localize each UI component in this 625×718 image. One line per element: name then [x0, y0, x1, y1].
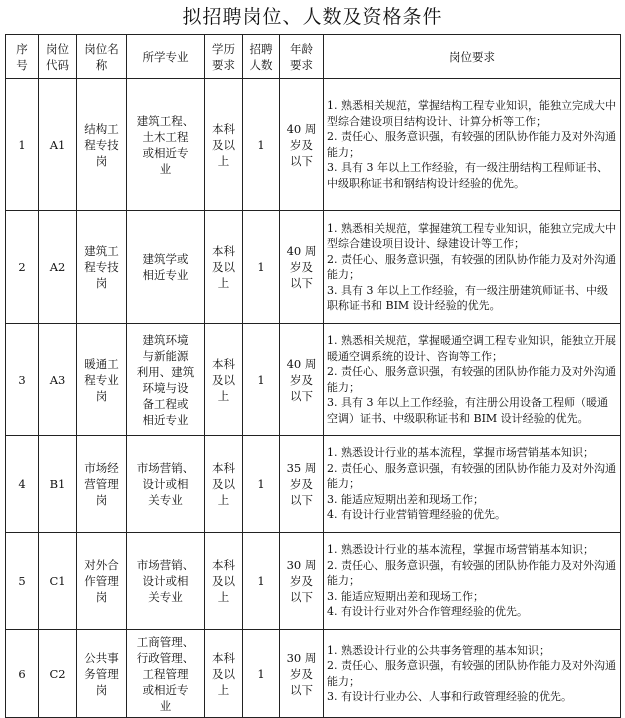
- cell-count: 1: [243, 211, 280, 324]
- cell-code: A2: [39, 211, 77, 324]
- table-row: [6, 533, 621, 630]
- cell-code: B1: [39, 436, 77, 533]
- cell-age: 40 周 岁及 以下: [280, 79, 324, 211]
- cell-age: 40 周 岁及 以下: [280, 211, 324, 324]
- table-row: [6, 79, 621, 211]
- cell-major: 市场营销、 设计或相 关专业: [127, 533, 205, 630]
- cell-count: 1: [243, 630, 280, 718]
- cell-major: 建筑环境 与新能源 利用、建筑 环境与设 备工程或 相近专业: [127, 324, 205, 436]
- header-cell: 岗位要求: [324, 35, 621, 79]
- cell-edu: 本科 及以 上: [205, 436, 243, 533]
- table-row: [6, 324, 621, 436]
- cell-age: 30 周 岁及 以下: [280, 533, 324, 630]
- cell-major: 建筑工程、 土木工程 或相近专 业: [127, 79, 205, 211]
- cell-count: 1: [243, 324, 280, 436]
- cell-name: 暖通工 程专业 岗: [77, 324, 127, 436]
- cell-code: C2: [39, 630, 77, 718]
- cell-name: 公共事 务管理 岗: [77, 630, 127, 718]
- cell-requirements: 1. 熟悉相关规范，掌握暖通空调工程专业知识，能独立开展暖通空调系统的设计、咨询等工作； 2. 责任心、服务意识强，有较强的团队协作能力及对外沟通能力； 3. 具有 3 年以上工作经验，有注册公用设备工程师（暖通空调）证书、中级职称证书和 BIM 设计经验的优先。: [324, 324, 621, 436]
- table-row: [6, 436, 621, 533]
- cell-code: A1: [39, 79, 77, 211]
- cell-major: 市场营销、 设计或相 关专业: [127, 436, 205, 533]
- cell-requirements: 1. 熟悉设计行业的基本流程，掌握市场营销基本知识； 2. 责任心、服务意识强，有较强的团队协作能力及对外沟通能力； 3. 能适应短期出差和现场工作； 4. 有设计行业营销管理经验的优先。: [324, 436, 621, 533]
- cell-major: 工商管理、 行政管理、 工程管理 或相近专 业: [127, 630, 205, 718]
- cell-edu: 本科 及以 上: [205, 324, 243, 436]
- cell-no: 3: [6, 324, 39, 436]
- header-cell: 学历 要求: [205, 35, 243, 79]
- cell-major: 建筑学或 相近专业: [127, 211, 205, 324]
- table-row: [6, 630, 621, 718]
- cell-name: 市场经 营管理 岗: [77, 436, 127, 533]
- header-row: [6, 35, 621, 79]
- cell-code: C1: [39, 533, 77, 630]
- cell-count: 1: [243, 533, 280, 630]
- cell-no: 1: [6, 79, 39, 211]
- cell-requirements: 1. 熟悉设计行业的公共事务管理的基本知识； 2. 责任心、服务意识强，有较强的团队协作能力及对外沟通能力； 3. 有设计行业办公、人事和行政管理经验的优先。: [324, 630, 621, 718]
- cell-edu: 本科 及以 上: [205, 533, 243, 630]
- table-row: [6, 211, 621, 324]
- positions-table: [5, 34, 621, 718]
- header-cell: 序 号: [6, 35, 39, 79]
- header-cell: 岗位名 称: [77, 35, 127, 79]
- header-cell: 招聘 人数: [243, 35, 280, 79]
- cell-no: 2: [6, 211, 39, 324]
- cell-code: A3: [39, 324, 77, 436]
- cell-age: 40 周 岁及 以下: [280, 324, 324, 436]
- cell-requirements: 1. 熟悉相关规范，掌握建筑工程专业知识，能独立完成大中型综合建设项目设计、绿建设计等工作； 2. 责任心、服务意识强，有较强的团队协作能力及对外沟通能力； 3. 具有 3 年以上工作经验，有一级注册建筑师证书、中级职称证书和 BIM 设计经验的优先。: [324, 211, 621, 324]
- cell-count: 1: [243, 79, 280, 211]
- cell-no: 4: [6, 436, 39, 533]
- cell-name: 对外合 作管理 岗: [77, 533, 127, 630]
- cell-count: 1: [243, 436, 280, 533]
- cell-name: 建筑工 程专技 岗: [77, 211, 127, 324]
- cell-name: 结构工 程专技 岗: [77, 79, 127, 211]
- cell-edu: 本科 及以 上: [205, 630, 243, 718]
- page-title: 拟招聘岗位、人数及资格条件: [182, 6, 443, 28]
- header-cell: 年龄 要求: [280, 35, 324, 79]
- cell-edu: 本科 及以 上: [205, 211, 243, 324]
- cell-age: 30 周 岁及 以下: [280, 630, 324, 718]
- header-cell: 岗位 代码: [39, 35, 77, 79]
- header-cell: 所学专业: [127, 35, 205, 79]
- cell-requirements: 1. 熟悉相关规范，掌握结构工程专业知识，能独立完成大中型综合建设项目结构设计、计算分析等工作； 2. 责任心、服务意识强，有较强的团队协作能力及对外沟通能力； 3. 具有 3 年以上工作经验，有一级注册结构工程师证书、中级职称证书和钢结构设计经验的优先。: [324, 79, 621, 211]
- cell-requirements: 1. 熟悉设计行业的基本流程，掌握市场营销基本知识； 2. 责任心、服务意识强，有较强的团队协作能力及对外沟通能力； 3. 能适应短期出差和现场工作； 4. 有设计行业对外合作管理经验的优先。: [324, 533, 621, 630]
- cell-age: 35 周 岁及 以下: [280, 436, 324, 533]
- cell-no: 6: [6, 630, 39, 718]
- cell-edu: 本科 及以 上: [205, 79, 243, 211]
- cell-no: 5: [6, 533, 39, 630]
